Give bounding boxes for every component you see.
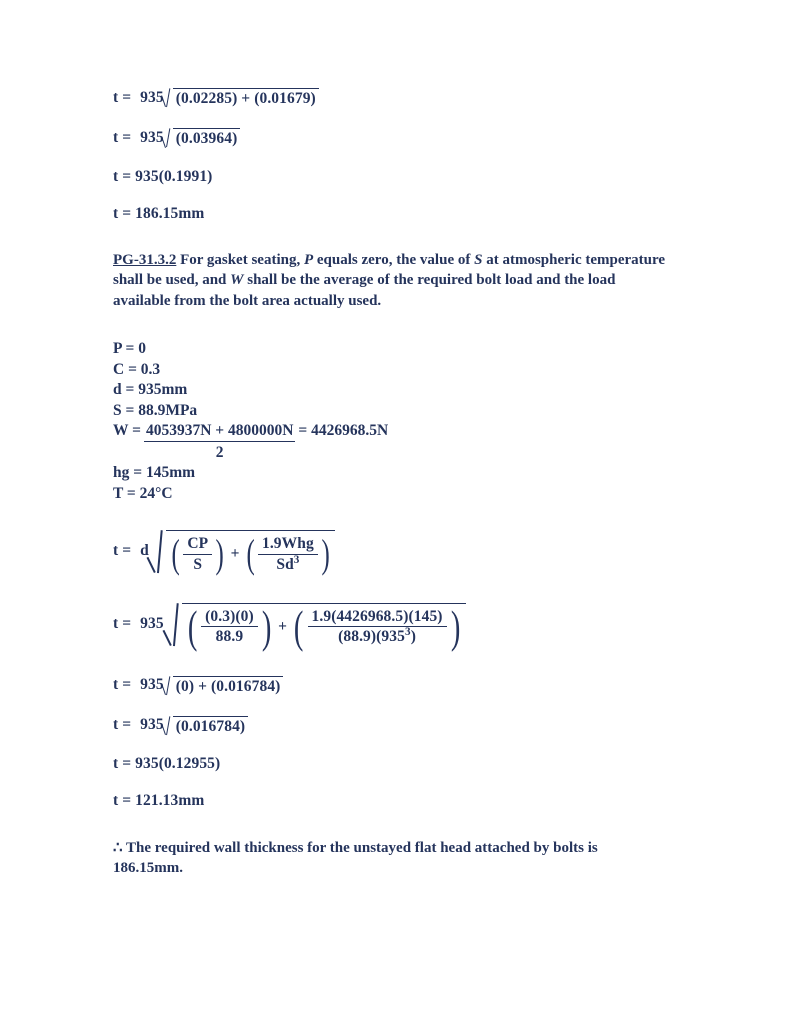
formula-substituted xyxy=(113,601,673,653)
equation-sub-combined xyxy=(113,716,673,735)
denominator-suffix: ) xyxy=(410,628,416,646)
variable-row-s: S = 88.9MPa xyxy=(113,401,198,419)
radical-sign-icon xyxy=(169,603,182,646)
equation-sum-under-radical xyxy=(113,88,673,107)
paren-right: ) xyxy=(450,601,461,653)
formula-lhs: t = xyxy=(113,542,132,560)
fraction-denominator xyxy=(272,555,303,573)
radical-sign-icon xyxy=(164,88,173,107)
radicand: (0.02285) + (0.01679) xyxy=(173,88,319,107)
term-group-2 xyxy=(291,601,463,653)
variable-row-w xyxy=(113,421,673,463)
equation-text: t = 935(0.1991) xyxy=(113,167,213,185)
formula-coefficient: 935 xyxy=(140,615,164,633)
clause-text-part2: equals zero, the value of xyxy=(313,252,475,269)
variable-row-d: d = 935mm xyxy=(113,381,188,399)
paren-left: ( xyxy=(171,530,180,576)
document-body xyxy=(113,88,673,879)
term-group-2 xyxy=(244,530,333,576)
radical-sign-icon xyxy=(164,716,173,735)
conclusion-text: The required wall thickness for the unstayed flat head attached by bolts is 186.15mm. xyxy=(113,839,598,877)
fraction-denominator: 88.9 xyxy=(215,628,244,646)
therefore-symbol: ∴ xyxy=(113,839,123,856)
denominator-prefix: (88.9)(935 xyxy=(338,628,405,646)
radical-symbol xyxy=(164,676,284,695)
variable-s: S xyxy=(474,252,483,269)
radical-symbol xyxy=(164,716,248,735)
equation-sub-product xyxy=(113,756,673,772)
equation-text: t = 186.15mm xyxy=(113,204,205,222)
equation-sum-combined xyxy=(113,128,673,147)
radicand xyxy=(182,601,466,653)
variable-list xyxy=(113,339,673,504)
fraction-cp-over-s xyxy=(183,535,212,573)
radical-symbol xyxy=(164,128,241,147)
fraction-numerator: (0.3)(0) xyxy=(201,608,258,627)
fraction-denominator xyxy=(334,627,420,645)
radical-symbol xyxy=(153,530,335,576)
operator-plus: + xyxy=(230,544,240,562)
denominator-exponent: 3 xyxy=(405,626,411,639)
variable-w: W xyxy=(230,272,244,289)
formula-lhs: t = xyxy=(113,615,132,633)
term-group-1 xyxy=(169,530,227,576)
clause-text-part4: shall be the average of the required bolt load and the load available from the bolt area actually used. xyxy=(113,272,616,309)
variable-w-label: W = xyxy=(113,422,141,440)
variable-row-p: P = 0 xyxy=(113,340,146,358)
equation-lhs: t = xyxy=(113,128,132,146)
clause-reference: PG-31.3.2 xyxy=(113,252,177,269)
radical-sign-icon xyxy=(153,530,166,573)
equation-lhs: t = xyxy=(113,716,132,734)
fraction-numerator: 1.9Whg xyxy=(258,535,318,554)
fraction-numerator: 4053937N + 4800000N xyxy=(144,421,295,442)
variable-row-c: C = 0.3 xyxy=(113,360,161,378)
equation-text: t = 121.13mm xyxy=(113,792,205,810)
equation-lhs: t = xyxy=(113,88,132,106)
fraction-denominator: S xyxy=(193,555,203,573)
equation-sub-sum xyxy=(113,676,673,695)
variable-row-hg: hg = 145mm xyxy=(113,464,196,482)
equation-coefficient: 935 xyxy=(140,676,164,694)
equation-lhs: t = xyxy=(113,676,132,694)
denominator-exponent: 3 xyxy=(293,553,300,566)
equation-coefficient: 935 xyxy=(140,716,164,734)
fraction-numerator: CP xyxy=(183,535,212,554)
spacer xyxy=(113,331,673,339)
paren-left: ( xyxy=(294,601,304,653)
formula-coefficient: d xyxy=(140,542,149,560)
clause-paragraph xyxy=(113,250,669,311)
equation-result-first xyxy=(113,206,673,222)
fraction-numeric-1 xyxy=(201,608,258,646)
equation-sub-result xyxy=(113,793,673,809)
radical-symbol xyxy=(169,601,466,653)
equation-coefficient: 935 xyxy=(140,128,164,146)
paren-right: ) xyxy=(215,530,225,576)
paren-right: ) xyxy=(261,601,272,653)
variable-w-result: = 4426968.5N xyxy=(298,422,389,440)
denominator-base: Sd xyxy=(276,555,294,573)
paren-left: ( xyxy=(246,530,255,576)
variable-row-t: T = 24°C xyxy=(113,484,173,502)
clause-text-part1: For gasket seating, xyxy=(176,252,304,269)
radical-sign-icon xyxy=(164,676,173,695)
equation-product xyxy=(113,169,673,185)
radicand: (0) + (0.016784) xyxy=(173,676,284,695)
fraction-denominator: 2 xyxy=(215,444,224,462)
paren-left: ( xyxy=(187,601,198,653)
formula-symbolic xyxy=(113,530,673,576)
clause-text-part3: at atmospheric temperature shall be used, and xyxy=(113,252,666,289)
radicand: (0.016784) xyxy=(173,716,248,735)
fraction-numeric-2 xyxy=(308,608,447,646)
fraction-whg-over-sd3 xyxy=(258,535,318,573)
paren-right: ) xyxy=(321,530,330,576)
variable-p: P xyxy=(303,252,314,269)
equation-text: t = 935(0.12955) xyxy=(113,755,221,773)
radical-symbol xyxy=(164,88,319,107)
term-group-1 xyxy=(185,601,274,653)
operator-plus: + xyxy=(278,617,288,635)
radicand xyxy=(166,530,335,576)
radicand: (0.03964) xyxy=(173,128,241,147)
equation-coefficient: 935 xyxy=(140,88,164,106)
conclusion-paragraph xyxy=(113,838,658,879)
radical-sign-icon xyxy=(164,128,173,147)
variable-w-fraction xyxy=(144,421,295,463)
fraction-numerator: 1.9(4426968.5)(145) xyxy=(308,608,447,627)
